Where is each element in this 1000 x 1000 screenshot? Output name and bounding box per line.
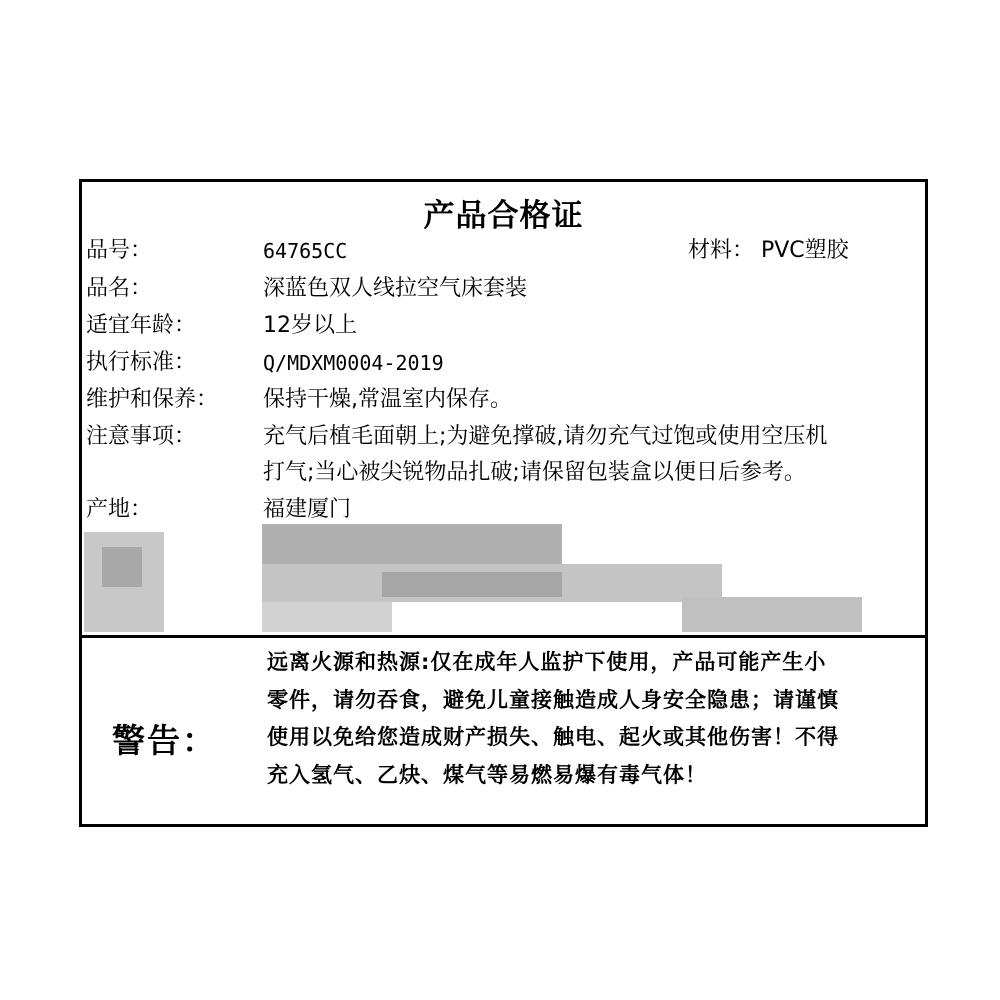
notes-label: 注意事项： bbox=[86, 424, 197, 449]
warning-divider bbox=[82, 635, 925, 638]
warning-label: 警告： bbox=[112, 721, 217, 760]
age-label: 适宜年龄： bbox=[86, 313, 197, 338]
notes-line-2: 打气;当心被尖锐物品扎破;请保留包装盒以便日后参考。 bbox=[263, 460, 806, 485]
name-label: 品名： bbox=[86, 276, 153, 301]
name-value: 深蓝色双人线拉空气床套装 bbox=[263, 276, 528, 301]
standard-label: 执行标准： bbox=[86, 350, 197, 375]
model-label: 品号： bbox=[86, 238, 153, 263]
standard-value: Q/MDXM0004-2019 bbox=[263, 351, 444, 375]
model-value: 64765CC bbox=[263, 239, 348, 263]
material-field: 材料： PVC塑胶 bbox=[688, 238, 849, 263]
age-value: 12岁以上 bbox=[263, 313, 357, 338]
notes-line-1: 充气后植毛面朝上;为避免撑破,请勿充气过饱或使用空压机 bbox=[263, 424, 828, 449]
care-label: 维护和保养： bbox=[86, 387, 219, 412]
certificate-card bbox=[79, 179, 928, 827]
warning-text: 远离火源和热源:仅在成年人监护下使用，产品可能产生小零件，请勿吞食，避免儿童接触造成人身安全隐患；请谨慎使用以免给您造成财产损失、触电、起火或其他伤害！不得充入氢气、乙炔、煤气等易燃易爆有毒气体！ bbox=[267, 650, 839, 787]
origin-label: 产地： bbox=[86, 497, 153, 522]
origin-value: 福建厦门 bbox=[263, 497, 352, 522]
care-value: 保持干燥,常温室内保存。 bbox=[263, 387, 512, 412]
certificate-title: 产品合格证 bbox=[423, 198, 584, 234]
